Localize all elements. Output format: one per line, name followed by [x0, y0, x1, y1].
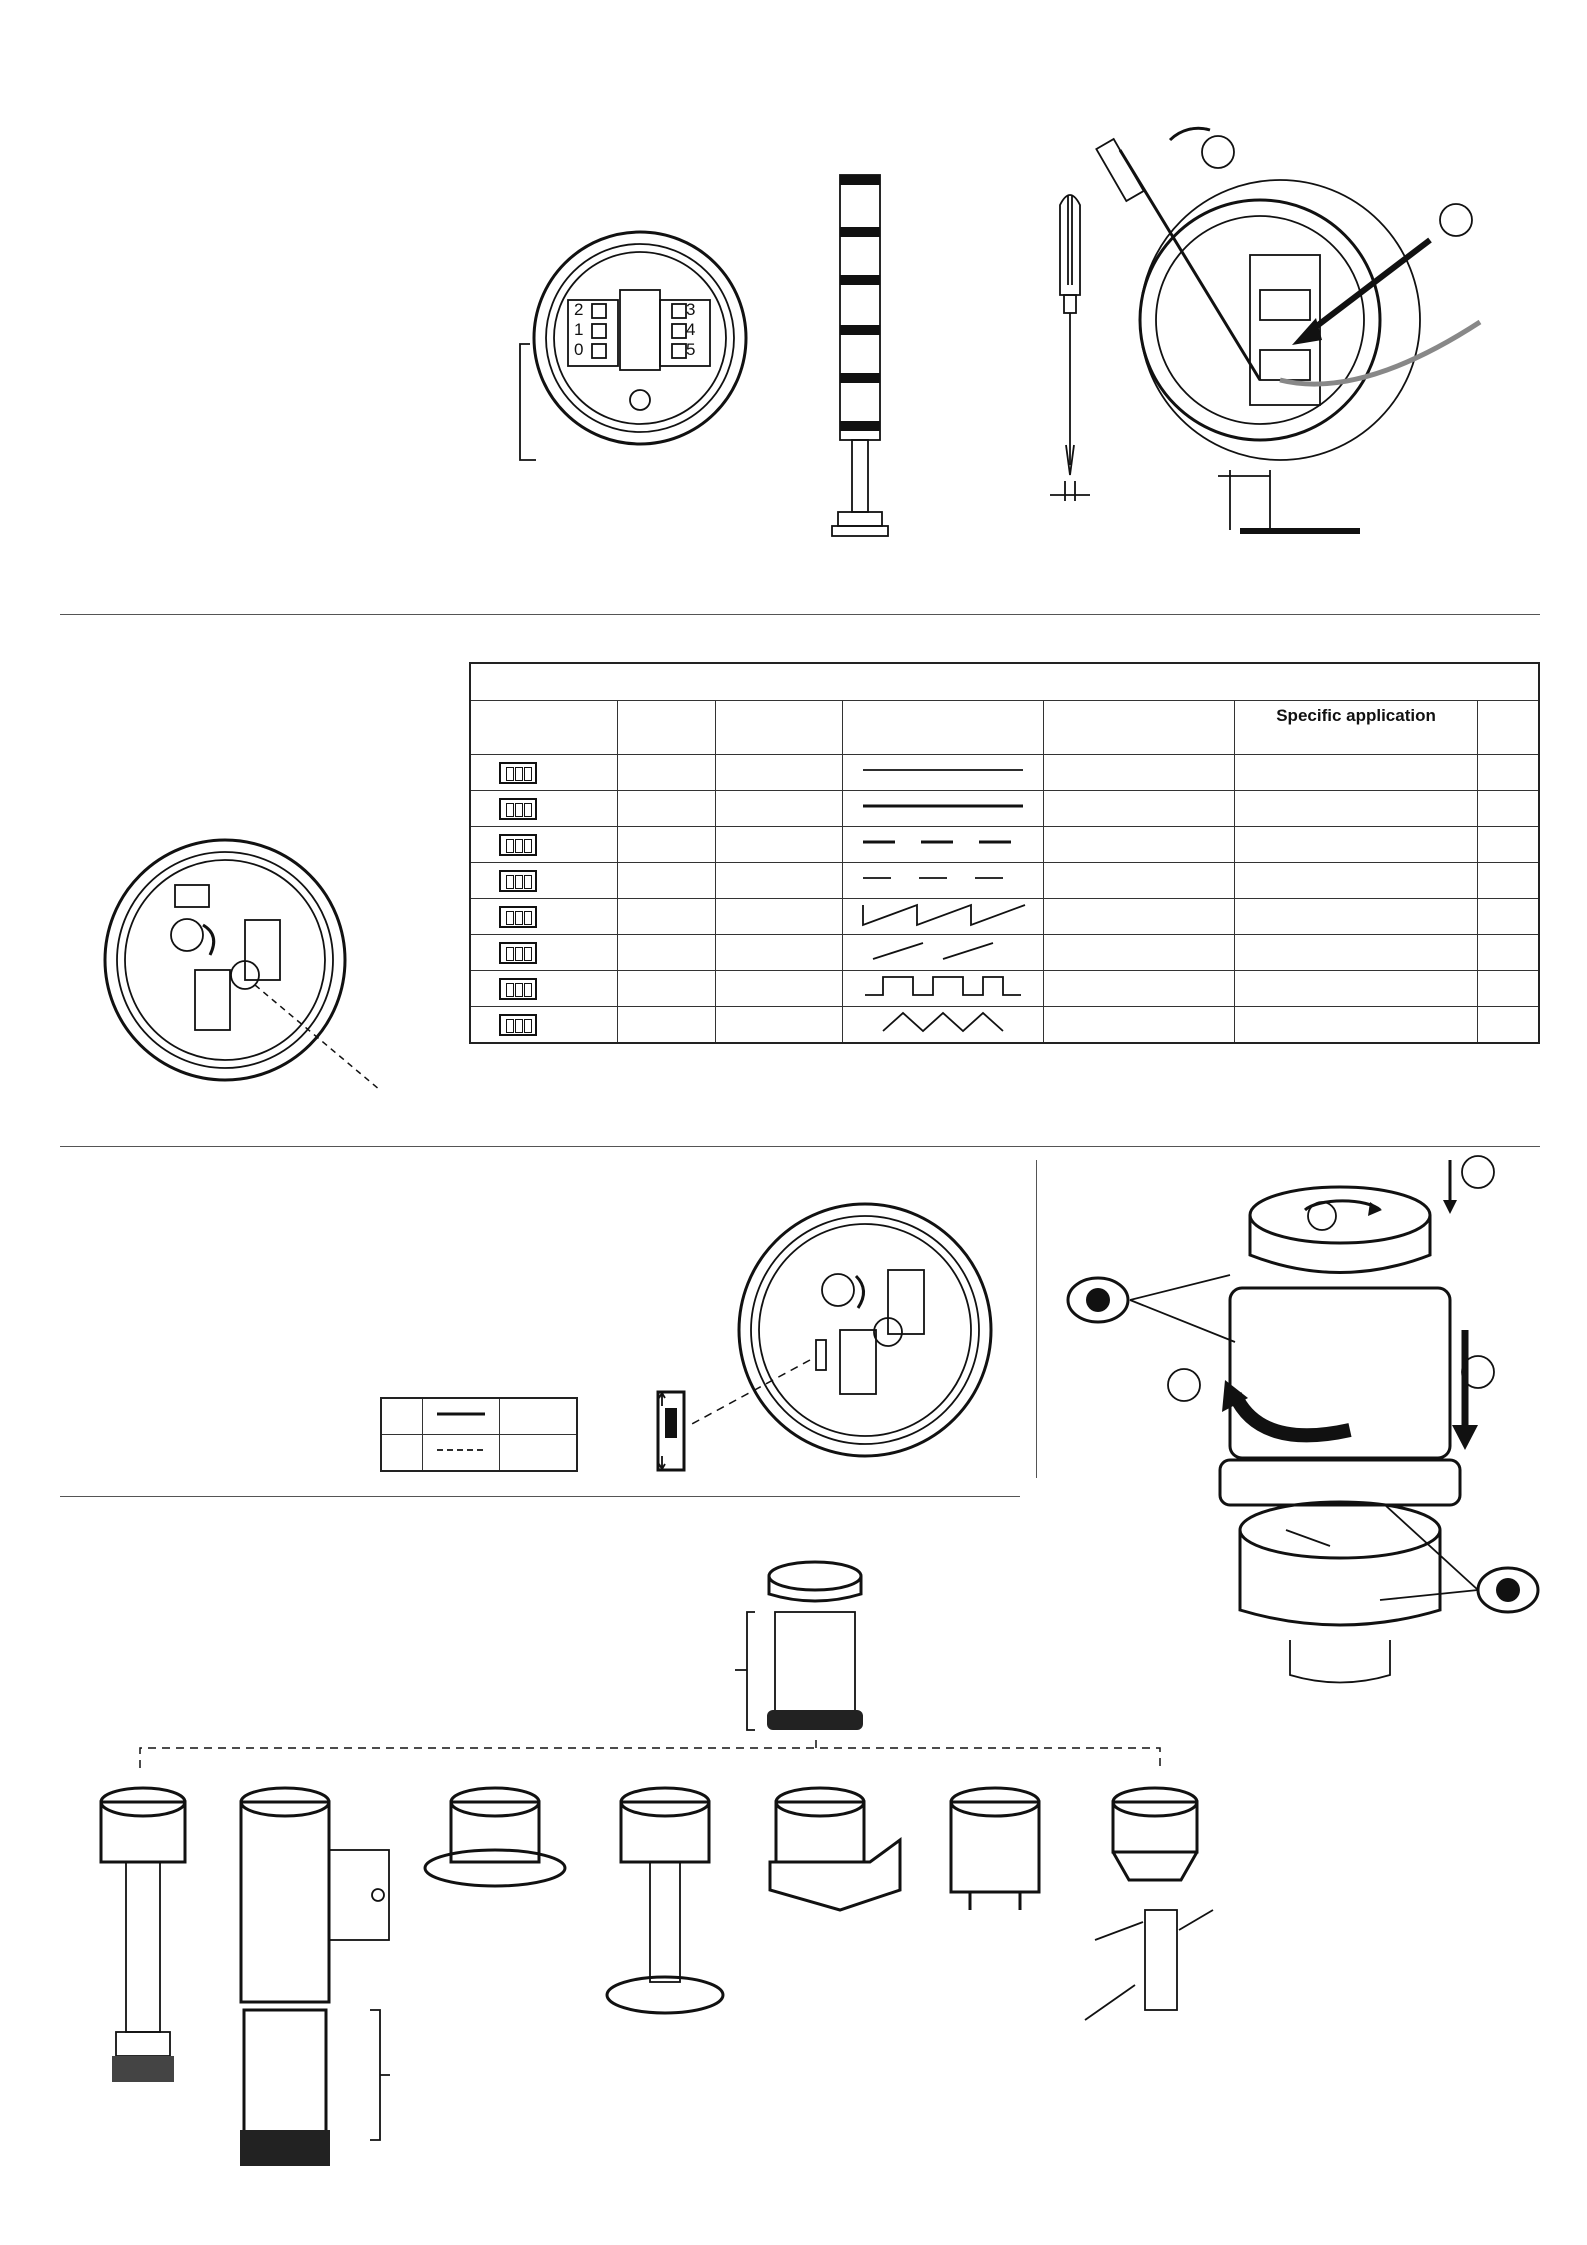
- volume-module-illustration: [690, 1190, 1010, 1480]
- signal-tower-illustration: [830, 175, 890, 545]
- base-terminal-illustration: [520, 220, 760, 460]
- base-pole-mount-illustration: [600, 1780, 730, 2040]
- section-divider-3: [60, 1496, 1020, 1497]
- waveform-sawtooth: [843, 899, 1043, 929]
- dip-switch-icon: [499, 834, 537, 856]
- terminal-label: 0: [574, 340, 584, 359]
- screwdriver-illustration: [1040, 185, 1100, 505]
- sound-mode-table: [469, 662, 1540, 1044]
- waveform-rising-ramp: [843, 935, 1043, 965]
- table-row: [470, 971, 1539, 1007]
- terminal-labels-left: [574, 300, 583, 360]
- waveform-triangle: [843, 1007, 1043, 1037]
- volume-low-line: [423, 1435, 499, 1465]
- assembly-illustration: [1060, 1150, 1560, 1740]
- base-pcb-mount-illustration: [940, 1780, 1050, 1920]
- volume-switch-icon: [656, 1390, 686, 1472]
- base-flat-mount-illustration: [420, 1780, 570, 1900]
- base-wall-mount-illustration: [230, 1780, 420, 2180]
- dip-switch-icon: [499, 798, 537, 820]
- terminal-label: 4: [686, 320, 696, 339]
- section-divider-1: [60, 614, 1540, 615]
- dip-switch-icon: [499, 978, 537, 1000]
- section-divider-2: [60, 1146, 1540, 1147]
- dip-switch-icon: [499, 870, 537, 892]
- table-row: [470, 755, 1539, 791]
- table-title-row: [470, 663, 1539, 701]
- product-family-connector: [130, 1740, 1170, 1770]
- waveform-square: [843, 971, 1043, 1001]
- base-tube-mount-illustration: [88, 1780, 198, 2100]
- waveform-continuous: [843, 755, 1043, 785]
- volume-table: [380, 1397, 578, 1472]
- wiring-illustration: [1100, 140, 1500, 560]
- waveform-intermittent-fast: [843, 863, 1043, 893]
- table-row: [470, 791, 1539, 827]
- terminal-label: 5: [686, 340, 696, 359]
- base-conduit-mount-illustration: [1085, 1780, 1235, 2040]
- section-divider-vertical: [1036, 1160, 1037, 1478]
- terminal-label: 2: [574, 300, 584, 319]
- terminal-label: 3: [686, 300, 696, 319]
- base-bracket-mount-illustration: [760, 1780, 910, 1920]
- volume-high-line: [423, 1399, 499, 1429]
- signal-unit-illustration: [755, 1560, 865, 1740]
- dip-switch-icon: [499, 762, 537, 784]
- table-row: [470, 863, 1539, 899]
- dip-switch-icon: [499, 1014, 537, 1036]
- terminal-label: 1: [574, 320, 584, 339]
- dip-switch-icon: [499, 906, 537, 928]
- table-row: [470, 935, 1539, 971]
- dip-switch-icon: [499, 942, 537, 964]
- sound-module-illustration: [95, 835, 395, 1095]
- table-row: [470, 1007, 1539, 1044]
- waveform-intermittent-slow: [843, 827, 1043, 857]
- table-row: [470, 827, 1539, 863]
- terminal-labels-right: [686, 300, 695, 360]
- waveform-continuous: [843, 791, 1043, 821]
- specific-application-header: Specific application: [1235, 701, 1477, 755]
- table-row: [470, 899, 1539, 935]
